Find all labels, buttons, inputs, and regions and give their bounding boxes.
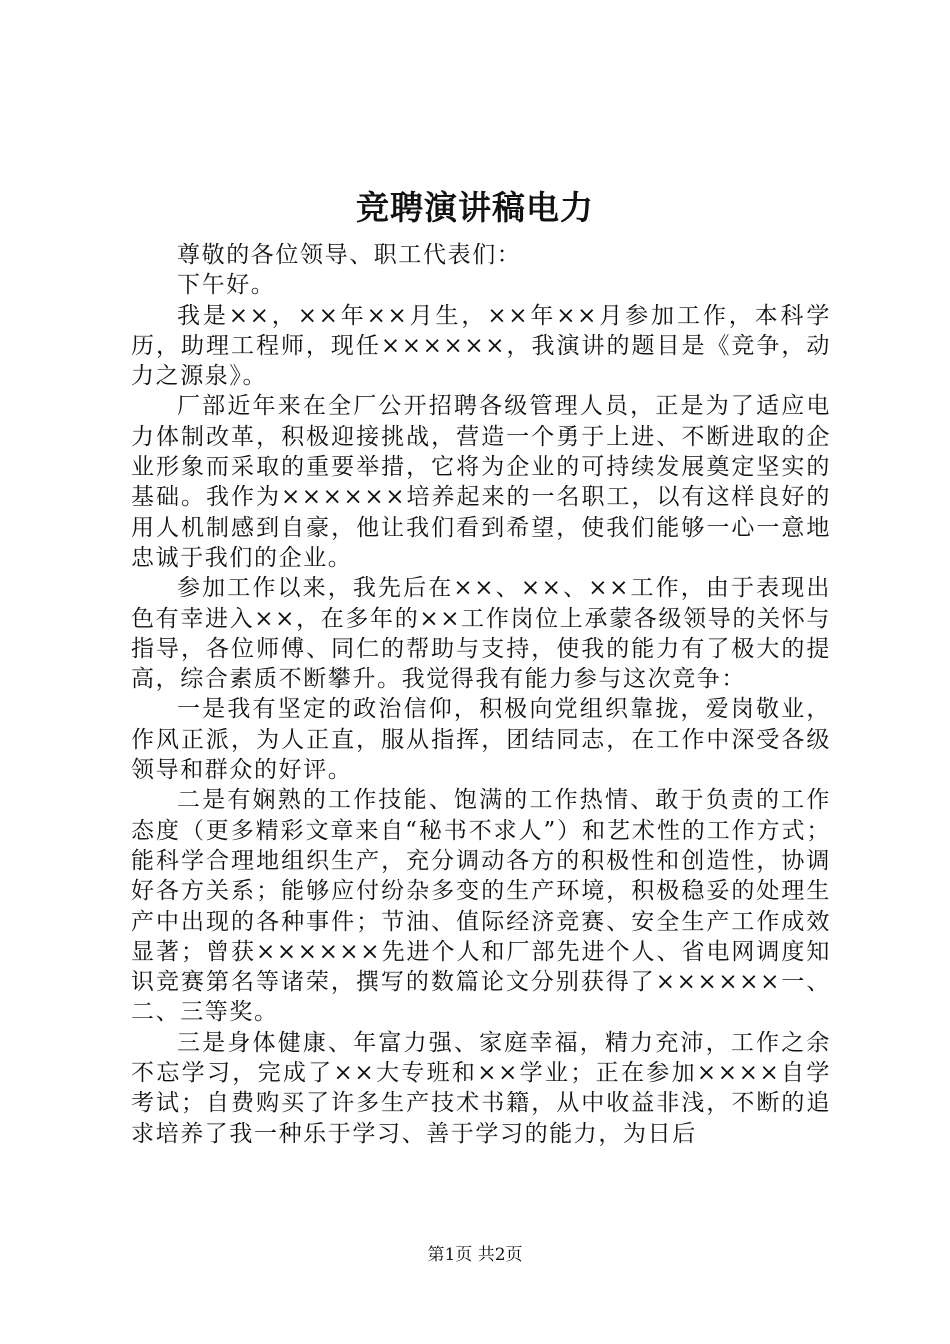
document-body (131, 240, 831, 1149)
paragraph-greeting: 下午好。 (177, 272, 276, 299)
paragraph-point-two: 二是有娴熟的工作技能、饱满的工作热情、敢于负责的工作态度（更多精彩文章来自“秘书不求人”）和艺术性的工作方式；能科学合理地组织生产，充分调动各方的积极性和创造性，协调好各方关系；能够应付纷杂多变的生产环境，积极稳妥的处理生产中出现的各种事件；节油、值际经济竞赛、安全生产工作成效显著；曾获××××××先进个人和厂部先进个人、省电网调度知识竞赛第名等诸荣，撰写的数篇论文分别获得了××××××一、二、三等奖。 (131, 787, 831, 1026)
paragraph-recruitment-background: 厂部近年来在全厂公开招聘各级管理人员，正是为了适应电力体制改革，积极迎接挑战，营造一个勇于上进、不断进取的企业形象而采取的重要举措，它将为企业的可持续发展奠定坚实的基础。我作为××××××培养起来的一名职工，以有这样良好的用人机制感到自豪，他让我们看到希望，使我们能够一心一意地忠诚于我们的企业。 (131, 393, 831, 571)
page-number-footer: 第1页 共2页 (427, 1245, 523, 1265)
paragraph-self-introduction: 我是××，××年××月生，××年××月参加工作，本科学历，助理工程师，现任××××××，我演讲的题目是《竞争，动力之源泉》。 (131, 302, 831, 390)
paragraph-point-three: 三是身体健康、年富力强、家庭幸福，精力充沛，工作之余不忘学习，完成了××大专班和××学业；正在参加××××自学考试；自费购买了许多生产技术书籍，从中收益非浅，不断的追求培养了我一种乐于学习、善于学习的能力，为日后 (131, 1029, 831, 1147)
paragraph-salutation: 尊敬的各位领导、职工代表们： (177, 242, 522, 268)
paragraph-point-one: 一是我有坚定的政治信仰，积极向党组织靠拢，爱岗敬业，作风正派，为人正直，服从指挥，团结同志，在工作中深受各级领导和群众的好评。 (131, 696, 831, 784)
document-title: 竞聘演讲稿电力 (356, 188, 594, 227)
paragraph-work-experience: 参加工作以来，我先后在××、××、××工作，由于表现出色有幸进入××，在多年的××工作岗位上承蒙各级领导的关怀与指导，各位师傅、同仁的帮助与支持，使我的能力有了极大的提高，综合素质不断攀升。我觉得我有能力参与这次竞争： (131, 575, 831, 693)
